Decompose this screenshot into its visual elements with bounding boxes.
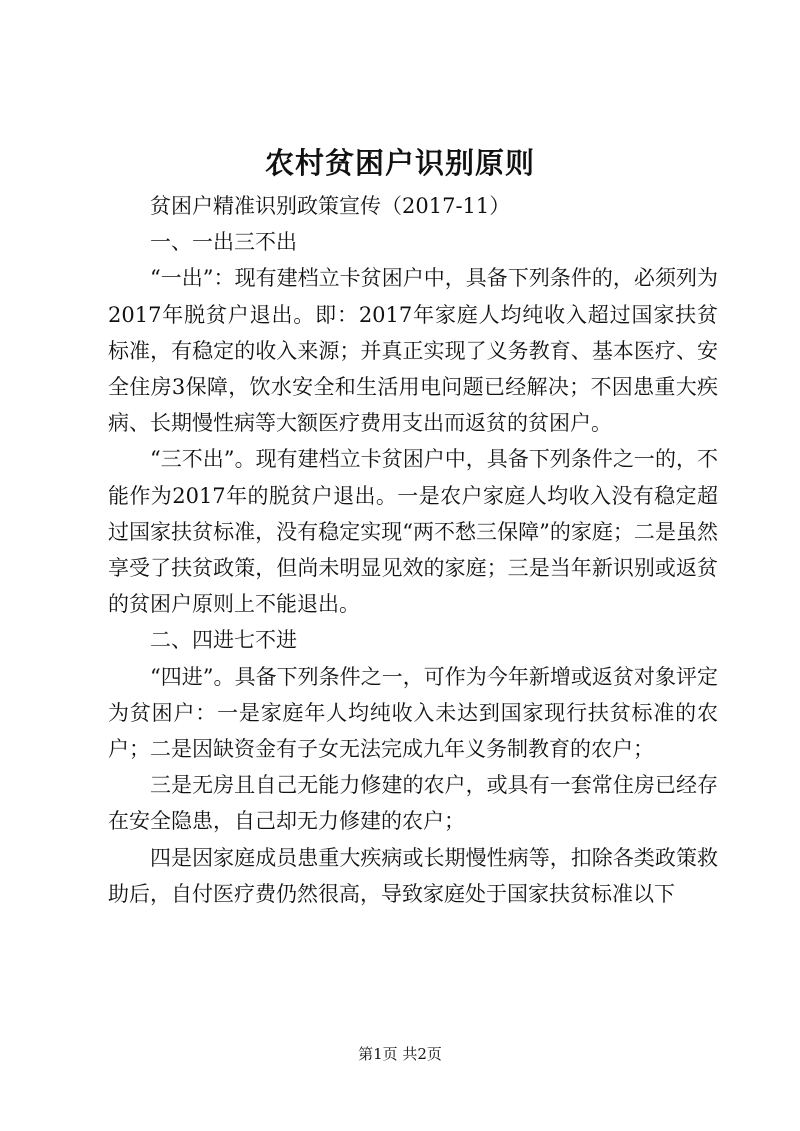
- body-paragraph: “三不出”。现有建档立卡贫困户中，具备下列条件之一的，不能作为2017年的脱贫户退出。一是农户家庭人均收入没有稳定超过国家扶贫标准，没有稳定实现“两不愁三保障”的家庭；二是虽然享受了扶贫政策，但尚未明显见效的家庭；三是当年新识别或返贫的贫困户原则上不能退出。: [108, 447, 718, 617]
- body-paragraph: “四进”。具备下列条件之一，可作为今年新增或返贫对象评定为贫困户：一是家庭年人均纯收入未达到国家现行扶贫标准的农户；二是因缺资金有子女无法完成九年义务制教育的农户；: [108, 664, 718, 762]
- section-heading-2: 二、四进七不进: [150, 628, 297, 653]
- body-paragraph: 三是无房且自己无能力修建的农户，或具有一套常住房已经存在安全隐患，自己却无力修建的农户；: [108, 773, 718, 834]
- document-body: [108, 188, 718, 912]
- subtitle-paragraph: 贫困户精准识别政策宣传（2017-11）: [150, 194, 511, 218]
- document-title: 农村贫困户识别原则: [264, 146, 535, 180]
- body-paragraph: “一出”：现有建档立卡贫困户中，具备下列条件的，必须列为2017年脱贫户退出。即：2017年家庭人均纯收入超过国家扶贫标准，有稳定的收入来源；并真正实现了义务教育、基本医疗、安全住房3保障，饮水安全和生活用电问题已经解决；不因患重大疾病、长期慢性病等大额医疗费用支出而返贫的贫困户。: [108, 266, 718, 436]
- body-paragraph: 四是因家庭成员患重大疾病或长期慢性病等，扣除各类政策救助后，自付医疗费仍然很高，导致家庭处于国家扶贫标准以下: [108, 845, 718, 906]
- section-heading-1: 一、一出三不出: [150, 230, 297, 255]
- page-number-footer: 第1页 共2页: [358, 1045, 442, 1063]
